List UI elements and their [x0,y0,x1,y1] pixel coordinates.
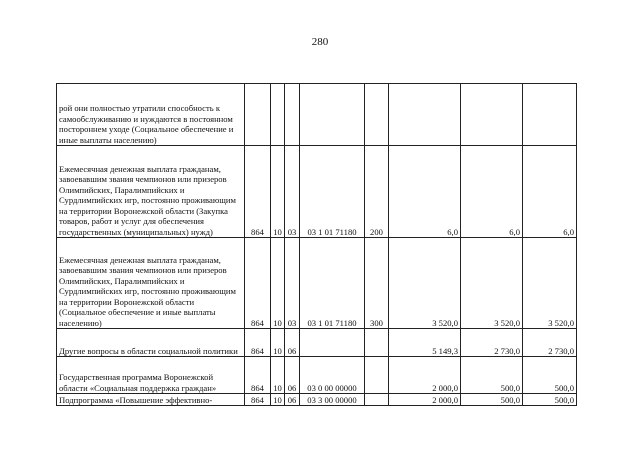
item-name: Государственная программа Воронежской области «Социальная поддержка граждан» [57,357,245,394]
subsection-code: 06 [285,329,300,357]
amount-year-1: 5 149,3 [389,329,461,357]
ministry-code: 864 [245,146,271,238]
amount-year-3: 500,0 [523,394,577,406]
item-name: Подпрограмма «Повышение эффективно- [57,394,245,406]
section-code [271,84,285,146]
amount-year-2: 3 520,0 [461,238,523,329]
section-code: 10 [271,146,285,238]
subsection-code [285,84,300,146]
expense-type-code: 300 [365,238,389,329]
subsection-code: 06 [285,357,300,394]
table-row [57,146,577,238]
amount-year-2: 500,0 [461,394,523,406]
table-row [57,357,577,394]
item-name: рой они полностью утратили способность к самообслуживанию и нуждаются в постоянном постороннем уходе (Социальное обеспечение и иные выплаты населению) [57,84,245,146]
ministry-code: 864 [245,238,271,329]
amount-year-3: 500,0 [523,357,577,394]
expense-type-code [365,84,389,146]
amount-year-1: 2 000,0 [389,394,461,406]
item-name: Ежемесячная денежная выплата гражданам, завоевавшим звания чемпионов или призеров Олимпийских, Паралимпийских и Сурдлимпийских игр, постоянно проживающим на территории Воронежской области (Социальное обеспечение и иные выплаты населению) [57,238,245,329]
section-code: 10 [271,394,285,406]
target-code [300,329,365,357]
subsection-code: 03 [285,146,300,238]
budget-table [56,83,577,406]
item-name: Другие вопросы в области социальной политики [57,329,245,357]
amount-year-1: 3 520,0 [389,238,461,329]
target-code: 03 3 00 00000 [300,394,365,406]
expense-type-code [365,357,389,394]
expense-type-code [365,394,389,406]
ministry-code: 864 [245,329,271,357]
amount-year-3: 2 730,0 [523,329,577,357]
expense-type-code [365,329,389,357]
amount-year-1 [389,84,461,146]
subsection-code: 06 [285,394,300,406]
target-code: 03 1 01 71180 [300,146,365,238]
item-name: Ежемесячная денежная выплата гражданам, завоевавшим звания чемпионов или призеров Олимпийских, Паралимпийских и Сурдлимпийских игр, постоянно проживающим на территории Воронежской области (Закупка товаров, работ и услуг для обеспечения государственных (муниципальных) нужд) [57,146,245,238]
section-code: 10 [271,357,285,394]
amount-year-2: 2 730,0 [461,329,523,357]
table-row [57,84,577,146]
subsection-code: 03 [285,238,300,329]
target-code: 03 1 01 71180 [300,238,365,329]
amount-year-3: 3 520,0 [523,238,577,329]
amount-year-3 [523,84,577,146]
page-number: 280 [311,36,329,48]
section-code: 10 [271,329,285,357]
amount-year-1: 6,0 [389,146,461,238]
table-row [57,329,577,357]
section-code: 10 [271,238,285,329]
ministry-code [245,84,271,146]
target-code [300,84,365,146]
ministry-code: 864 [245,357,271,394]
table-row [57,394,577,406]
target-code: 03 0 00 00000 [300,357,365,394]
amount-year-1: 2 000,0 [389,357,461,394]
table-row [57,238,577,329]
amount-year-2 [461,84,523,146]
ministry-code: 864 [245,394,271,406]
expense-type-code: 200 [365,146,389,238]
amount-year-2: 6,0 [461,146,523,238]
amount-year-3: 6,0 [523,146,577,238]
amount-year-2: 500,0 [461,357,523,394]
